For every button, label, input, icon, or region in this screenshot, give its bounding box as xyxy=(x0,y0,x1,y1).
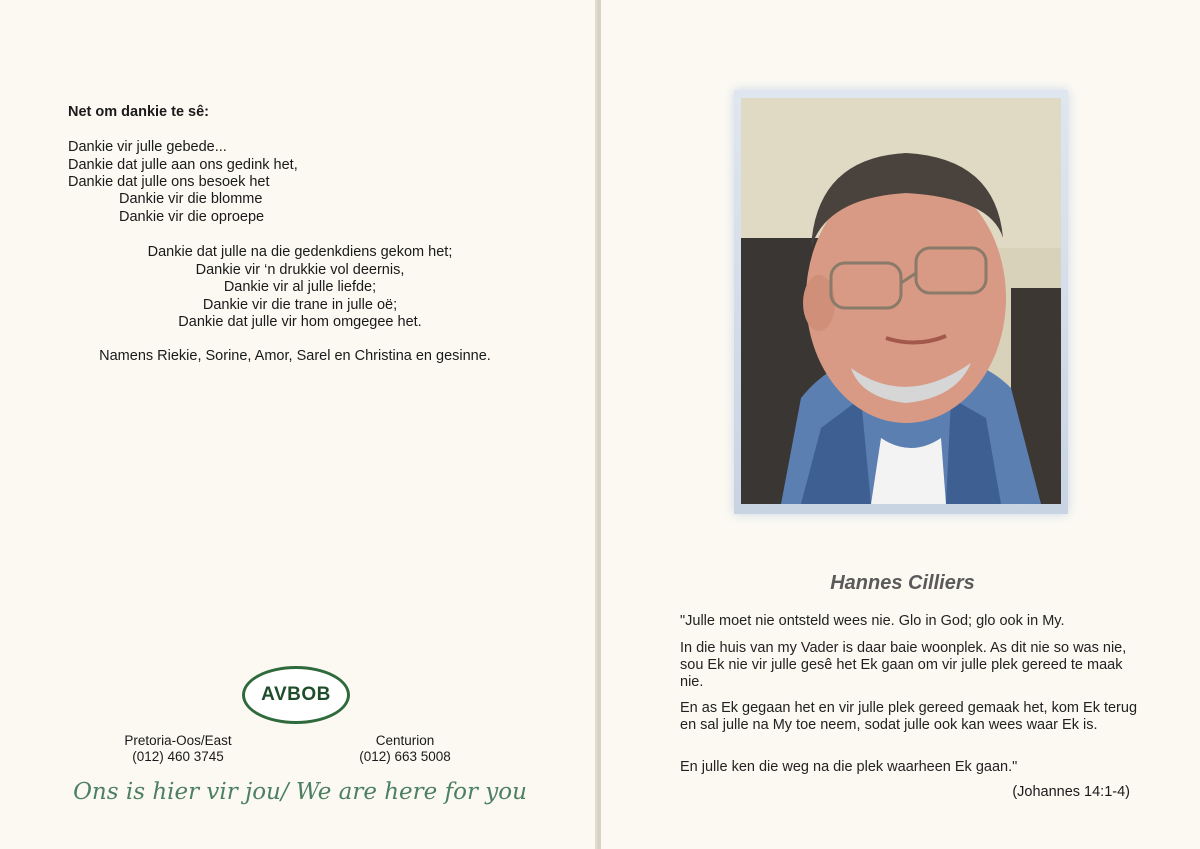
thanks-line: Dankie dat julle aan ons gedink het, xyxy=(68,156,298,173)
verse-paragraph: En julle ken die weg na die plek waarheen Ek gaan." xyxy=(680,759,1018,775)
thanks-title: Net om dankie te sê: xyxy=(68,104,210,120)
verse-paragraph: In die huis van my Vader is daar baie woonplek. As dit nie so was nie, sou Ek nie vir julle gesê het Ek gaan om vir julle plek gereed te maak nie. xyxy=(680,640,1127,690)
portrait-photo xyxy=(741,98,1061,504)
thanks-line: Dankie dat julle vir hom omgegee het. xyxy=(178,314,422,330)
thanks-lines-indent xyxy=(119,191,264,226)
thanks-line: Dankie vir die blomme xyxy=(119,191,263,207)
left-page xyxy=(0,0,597,849)
thanks-line: Dankie vir die trane in julle oë; xyxy=(202,296,398,313)
branch-phone: (012) 460 3745 xyxy=(132,749,224,764)
branch-pretoria xyxy=(103,733,253,765)
verse-paragraph: "Julle moet nie ontsteld wees nie. Glo in God; glo ook in My. xyxy=(680,613,1065,629)
deceased-name: Hannes Cilliers xyxy=(830,572,975,594)
verse-reference: (Johannes 14:1-4) xyxy=(1012,784,1130,800)
thanks-line: Dankie dat julle na die gedenkdiens gekom het; xyxy=(147,244,453,260)
branch-centurion xyxy=(330,733,480,765)
thanks-line: Dankie vir die oproepe xyxy=(119,208,265,225)
thanks-line: Dankie vir al julle liefde; xyxy=(223,279,377,295)
branch-phone: (012) 663 5008 xyxy=(359,749,451,764)
thanks-line: Dankie vir julle gebede... xyxy=(68,139,227,155)
avbob-logo xyxy=(242,666,350,724)
branch-name: Centurion xyxy=(375,733,435,748)
thanks-line: Dankie vir ‘n drukkie vol deernis, xyxy=(195,261,405,278)
thanks-line: Dankie dat julle ons besoek het xyxy=(68,174,270,190)
thanks-lines-center xyxy=(80,244,520,332)
portrait-illustration xyxy=(741,98,1061,504)
logo-text: AVBOB xyxy=(261,684,331,705)
family-signature: Namens Riekie, Sorine, Amor, Sarel en Christina en gesinne. xyxy=(99,348,491,364)
branch-name: Pretoria-Oos/East xyxy=(124,733,232,748)
thanks-lines-left xyxy=(68,139,298,192)
slogan: Ons is hier vir jou/ We are here for you xyxy=(73,779,527,805)
verse-paragraph: En as Ek gegaan het en vir julle plek gereed gemaak het, kom Ek terug en sal julle na My toe neem, sodat julle ook kan wees waar Ek is. xyxy=(680,700,1138,733)
